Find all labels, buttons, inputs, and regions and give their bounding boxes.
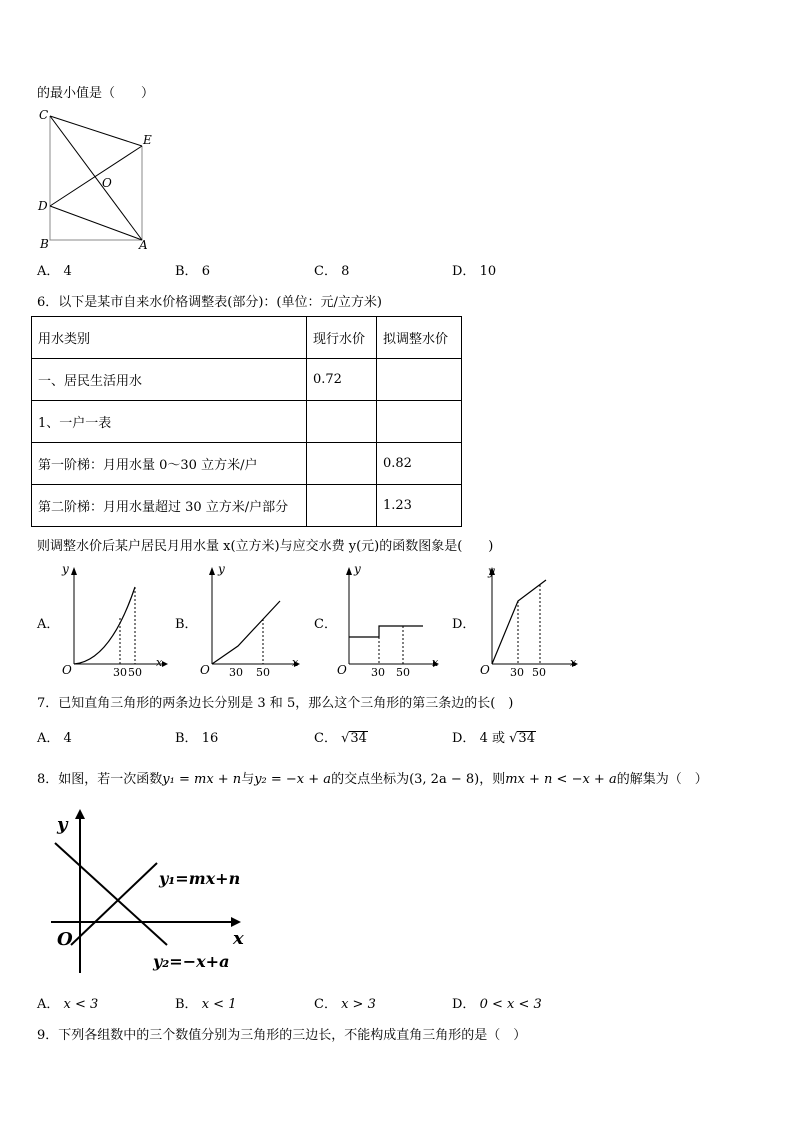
- table-cell: 0.72: [307, 359, 377, 401]
- q6-option-c-letter[interactable]: C．: [314, 617, 337, 632]
- option-letter: D．: [452, 997, 476, 1012]
- stem-text: 与: [241, 772, 255, 787]
- q5-label-e: E: [143, 133, 152, 147]
- table-cell: 第一阶梯：月用水量 0～30 立方米/户: [32, 443, 307, 485]
- y1-line-label: y₁=mx+n: [159, 869, 241, 888]
- table-row: [32, 443, 462, 485]
- option-text: x < 1: [201, 997, 237, 1012]
- stem-text: 的解集为（ ）: [616, 772, 708, 787]
- q7-stem: 7．已知直角三角形的两条边长分别是 3 和 5，那么这个三角形的第三条边的长( ): [37, 696, 514, 711]
- y-label: y: [62, 562, 69, 576]
- q8-option-d[interactable]: [452, 993, 542, 1012]
- y-axis-arrow: [75, 809, 85, 819]
- option-letter: C．: [314, 731, 337, 746]
- q5-option-a[interactable]: [37, 260, 72, 279]
- q6-graph-a[interactable]: [58, 561, 168, 681]
- q6-graph-c[interactable]: [333, 561, 445, 681]
- origin-label: O: [337, 663, 347, 677]
- q8-option-a[interactable]: [37, 993, 98, 1012]
- radicand: 34: [350, 731, 367, 746]
- q5-option-c[interactable]: [314, 260, 349, 279]
- table-row: [32, 359, 462, 401]
- option-text: 8: [341, 264, 350, 279]
- x-label: x: [570, 656, 577, 669]
- table-cell: [307, 401, 377, 443]
- q5-geometry-figure: [34, 106, 164, 252]
- stem-text: 8．如图，若一次函数: [37, 772, 163, 787]
- option-letter: B．: [175, 997, 198, 1012]
- q6-graph-d[interactable]: [476, 561, 586, 681]
- option-text: x > 3: [341, 997, 376, 1012]
- table-cell: 0.82: [377, 443, 462, 485]
- option-text: x < 3: [63, 997, 99, 1012]
- table-cell: [377, 401, 462, 443]
- q5-segment-da: [50, 206, 142, 240]
- x-axis-label: x: [233, 928, 244, 949]
- origin-label: O: [200, 663, 210, 677]
- option-text: 4: [63, 731, 72, 746]
- inequality: mx + n < −x + a: [505, 772, 617, 787]
- table-header-row: [32, 317, 462, 359]
- table-header-cell: 用水类别: [32, 317, 307, 359]
- option-text: 0 < x < 3: [479, 997, 542, 1012]
- graph-line: [492, 580, 546, 664]
- q5-label-c: C: [39, 108, 49, 122]
- tick-30: 30: [113, 666, 127, 679]
- option-letter: A．: [37, 264, 60, 279]
- y2-line-label: y₂=−x+a: [153, 952, 230, 971]
- y1-expression: y₁ = mx + n: [162, 772, 242, 787]
- q5-segment-ca: [50, 116, 142, 240]
- q7-option-d[interactable]: [452, 727, 536, 746]
- tick-50: 50: [396, 666, 410, 679]
- q6-stem: 6．以下是某市自来水价格调整表(部分)：(单位：元/立方米): [37, 295, 382, 310]
- table-header-cell: 现行水价: [307, 317, 377, 359]
- q6-option-b-letter[interactable]: B．: [175, 617, 198, 632]
- tick-30: 30: [510, 666, 524, 679]
- water-price-table: [31, 316, 462, 527]
- q8-figure: [45, 805, 260, 975]
- option-letter: D．: [452, 264, 476, 279]
- q5-label-b: B: [40, 237, 49, 251]
- table-cell: [377, 359, 462, 401]
- option-letter: C．: [314, 997, 337, 1012]
- q5-segment-de: [50, 146, 142, 206]
- line-y1: [71, 863, 157, 945]
- tick-30: 30: [229, 666, 243, 679]
- origin-label: O: [57, 929, 73, 950]
- q7-option-b[interactable]: [175, 727, 218, 746]
- q5-option-d[interactable]: [452, 260, 496, 279]
- stem-text: ，则: [479, 772, 506, 787]
- radicand: 34: [518, 731, 535, 746]
- option-letter: B．: [175, 264, 198, 279]
- q7-option-a[interactable]: [37, 727, 72, 746]
- q5-label-o: O: [102, 176, 112, 190]
- table-header-cell: 拟调整水价: [377, 317, 462, 359]
- sqrt-sign: √: [509, 731, 518, 746]
- graph-line: [212, 601, 280, 664]
- sqrt-sign: √: [341, 731, 350, 746]
- q6-option-a-letter[interactable]: A．: [37, 617, 60, 632]
- q6-option-d-letter[interactable]: D．: [452, 617, 476, 632]
- tick-50: 50: [256, 666, 270, 679]
- q5-option-b[interactable]: [175, 260, 210, 279]
- origin-label: O: [480, 663, 490, 677]
- option-text: 6: [201, 264, 210, 279]
- graph-curve: [74, 587, 135, 664]
- table-cell: 第二阶梯：月用水量超过 30 立方米/户部分: [32, 485, 307, 527]
- q6-graph-b[interactable]: [196, 561, 306, 681]
- q5-segment-ce: [50, 116, 142, 146]
- tick-30: 30: [371, 666, 385, 679]
- option-text: 4 或: [479, 731, 505, 746]
- option-letter: A．: [37, 997, 60, 1012]
- y2-expression: y₂ = −x + a: [254, 772, 332, 787]
- q5-stem-tail: 的最小值是（ ）: [37, 86, 155, 101]
- y-label: y: [218, 562, 225, 576]
- table-cell: 1、一户一表: [32, 401, 307, 443]
- x-label: x: [292, 656, 299, 669]
- stem-text: 的交点坐标为: [331, 772, 410, 787]
- q5-label-d: D: [38, 199, 48, 213]
- graph-step: [349, 626, 423, 637]
- x-axis-arrow: [231, 917, 241, 927]
- table-cell: [307, 443, 377, 485]
- y-label: y: [488, 564, 495, 578]
- table-row: [32, 485, 462, 527]
- option-letter: B．: [175, 731, 198, 746]
- option-text: 16: [201, 731, 219, 746]
- x-label: x: [156, 656, 163, 669]
- tick-50: 50: [532, 666, 546, 679]
- q9-stem: 9．下列各组数中的三个数值分别为三角形的三边长，不能构成直角三角形的是（ ）: [37, 1028, 527, 1043]
- table-cell: 1.23: [377, 485, 462, 527]
- x-label: x: [432, 656, 439, 669]
- origin-label: O: [62, 663, 72, 677]
- y-axis-arrow: [346, 567, 352, 575]
- option-text: 4: [63, 264, 72, 279]
- q8-option-b[interactable]: [175, 993, 236, 1012]
- option-letter: A．: [37, 731, 60, 746]
- tick-50: 50: [128, 666, 142, 679]
- q5-label-a: A: [139, 238, 148, 252]
- table-row: [32, 401, 462, 443]
- option-text: 10: [479, 264, 497, 279]
- q7-option-c[interactable]: [314, 727, 368, 746]
- q6-question: 则调整水价后某户居民月用水量 x(立方米)与应交水费 y(元)的函数图象是( ): [37, 539, 494, 554]
- y-axis-arrow: [209, 567, 215, 575]
- option-letter: D．: [452, 731, 476, 746]
- q8-option-c[interactable]: [314, 993, 376, 1012]
- y-axis-arrow: [71, 567, 77, 575]
- option-letter: C．: [314, 264, 337, 279]
- table-cell: [307, 485, 377, 527]
- intersection-point: (3, 2a − 8): [409, 772, 480, 787]
- table-cell: 一、居民生活用水: [32, 359, 307, 401]
- x-axis-arrow: [162, 661, 168, 667]
- y-label: y: [354, 562, 361, 576]
- q8-stem: [37, 768, 708, 787]
- y-axis-label: y: [57, 814, 68, 835]
